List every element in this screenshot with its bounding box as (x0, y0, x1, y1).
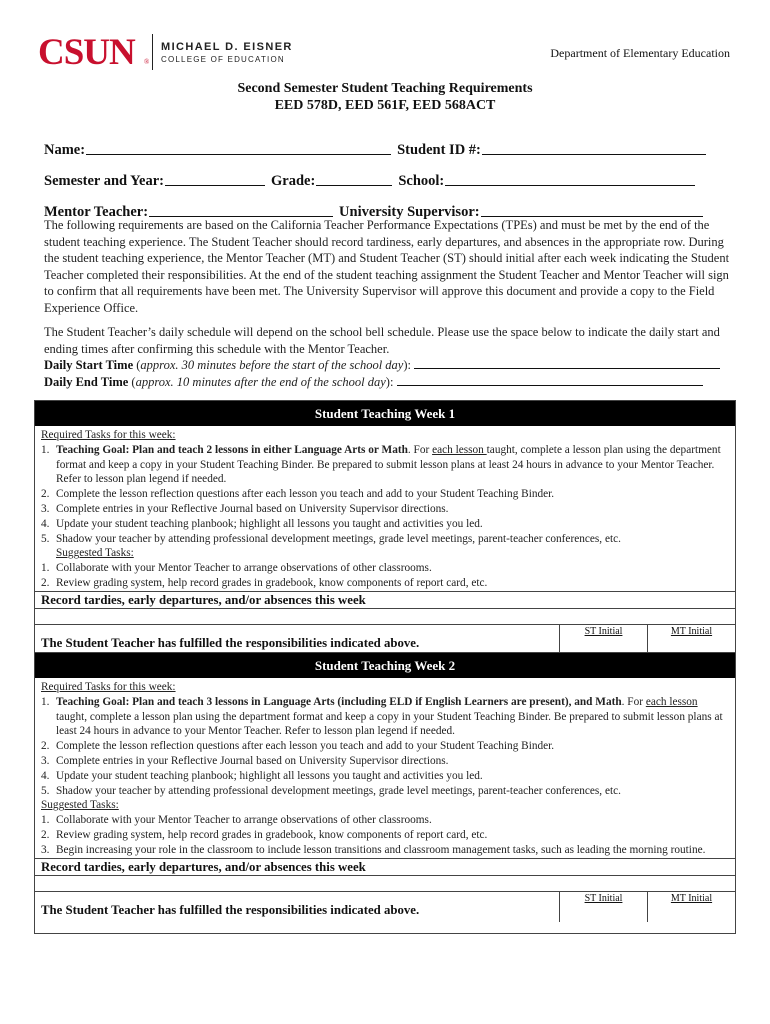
list-item: 5. Shadow your teacher by attending professional development meetings, grade level meetings, parent-teacher conferences, etc. (41, 784, 621, 797)
fulfilled-statement: The Student Teacher has fulfilled the responsibilities indicated above. (41, 902, 420, 917)
registered-mark-icon: ® (144, 58, 150, 66)
week-2-tasks (35, 678, 735, 858)
week-1-title: Student Teaching Week 1 (35, 401, 735, 426)
daily-start-label: Daily Start Time (44, 358, 134, 373)
course-codes: EED 578D, EED 561F, EED 568ACT (274, 98, 496, 113)
grade-field[interactable] (316, 185, 392, 186)
document-title: Second Semester Student Teaching Requirements (237, 81, 533, 96)
mt-initial-field[interactable]: MT Initial (647, 625, 735, 655)
daily-end-note: approx. 10 minutes after the end of the school day (135, 374, 386, 389)
list-item: 2. Review grading system, help record grades in gradebook, know components of report card, etc. (41, 576, 488, 589)
required-tasks-heading: Required Tasks for this week: (41, 681, 176, 693)
week-1-section (34, 400, 736, 654)
mt-initial-field[interactable]: MT Initial (647, 892, 735, 922)
fulfilled-row (35, 891, 735, 922)
goal-connector: . For (407, 443, 433, 456)
daily-end-field[interactable] (397, 375, 703, 386)
department-name: Department of Elementary Education (550, 46, 730, 60)
college-name-line1: MICHAEL D. EISNER (161, 41, 293, 53)
week-2-section (34, 652, 736, 934)
list-item: 1. Teaching Goal: Plan and teach 3 lessons in Language Arts (including ELD if English Learners are present), and Math. For each lesson taught, complete a lesson plan using the department format and keep a copy in your Student Teaching Binder. Be prepared to submit lesson plans at least 24 hours in advance to your Mentor Teacher. Refer to lesson plan legend if needed. (41, 695, 723, 738)
list-item: 2. Review grading system, help record grades in gradebook, know components of report card, etc. (41, 828, 488, 841)
semester-year-label: Semester and Year: (44, 173, 165, 189)
list-item: 5. Shadow your teacher by attending professional development meetings, grade level meetings, parent-teacher conferences, etc. (41, 532, 621, 545)
student-info-fields (44, 128, 734, 221)
list-item: 3. Complete entries in your Reflective Journal based on University Supervisor directions. (41, 754, 449, 767)
school-field[interactable] (445, 185, 695, 186)
required-tasks-heading: Required Tasks for this week: (41, 429, 176, 441)
goal-underlined: each lesson (645, 695, 698, 708)
student-id-label: Student ID #: (397, 142, 481, 158)
list-item: 3. Complete entries in your Reflective Journal based on University Supervisor directions. (41, 502, 449, 515)
list-item: 4. Update your student teaching planbook; highlight all lessons you taught and activities you led. (41, 517, 483, 530)
intro-paragraph: The following requirements are based on the California Teacher Performance Expectations (TPEs) and must be met by the end of the student teaching experience. The Student Teacher should record tardiness, early departures, and absences in the appropriate row. During the student teaching experience, the Mentor Teacher (MT) and Student Teacher (ST) should initial after each week indicating the Student Teacher completed their responsibilities. At the end of the student teaching assignment the Student Teacher and Mentor Teacher will sign to confirm that all requirements have been met. The University Supervisor will approve this document and provide a copy to the Field Experience Office. (44, 218, 730, 315)
record-absences-field[interactable] (35, 608, 735, 624)
mentor-teacher-label: Mentor Teacher: (44, 204, 149, 220)
week-2-title: Student Teaching Week 2 (35, 653, 735, 678)
suggested-tasks-heading: Suggested Tasks: (56, 547, 134, 560)
week-1-tasks (35, 426, 735, 591)
page-header (38, 32, 730, 74)
list-item: 1. Collaborate with your Mentor Teacher to arrange observations of other classrooms. (41, 562, 432, 575)
student-id-field[interactable] (482, 154, 706, 155)
daily-start-note: approx. 30 minutes before the start of the school day (140, 358, 404, 373)
college-name-line2: COLLEGE OF EDUCATION (161, 55, 285, 64)
csun-logo: CSUN (38, 32, 135, 73)
record-absences-label: Record tardies, early departures, and/or absences this week (35, 591, 735, 608)
list-item: 1. Teaching Goal: Plan and teach 2 lessons in either Language Arts or Math. For each lesson taught, complete a lesson plan using the department format and keep a copy in your Student Teaching Binder. Be prepared to submit lesson plans at least 24 hours in advance to your Mentor Teacher. Refer to lesson plan legend if needed. (41, 443, 721, 486)
goal-detail: taught, complete a lesson plan using the department format and keep a copy in your Student Teaching Binder. Be prepared to submit lesson plans at least 24 hours in advance to your Mentor Teacher. Refer to lesson plan legend if needed. (56, 443, 721, 486)
goal-underlined: each lesson (432, 443, 487, 456)
list-item: 3. Begin increasing your role in the classroom to include lesson transitions and classroom management tasks, such as leading the morning routine. (41, 843, 706, 856)
record-absences-field[interactable] (35, 875, 735, 891)
fulfilled-row (35, 624, 735, 655)
list-item: 2. Complete the lesson reflection questions after each lesson you teach and add to your Student Teaching Binder. (41, 740, 555, 753)
schedule-paragraph: The Student Teacher’s daily schedule will depend on the school bell schedule. Please use the space below to indicate the daily start and ending times after confirming this schedule with the Mentor Teacher. Daily Start Time (approx. 30 minutes before the start of the school day): Daily End Time (approx. 10 minutes after the end of the school day): (44, 325, 720, 389)
university-supervisor-label: University Supervisor: (339, 204, 480, 220)
grade-label: Grade: (271, 173, 316, 189)
fulfilled-statement: The Student Teacher has fulfilled the responsibilities indicated above. (41, 635, 420, 650)
list-item: 1. Collaborate with your Mentor Teacher to arrange observations of other classrooms. (41, 814, 432, 827)
semester-year-field[interactable] (165, 185, 265, 186)
st-initial-field[interactable]: ST Initial (559, 625, 647, 655)
teaching-goal: Teaching Goal: Plan and teach 3 lessons in Language Arts (including ELD if English Learners are present), and Math (56, 695, 622, 708)
daily-end-label: Daily End Time (44, 374, 129, 389)
list-item: 2. Complete the lesson reflection questions after each lesson you teach and add to your Student Teaching Binder. (41, 488, 555, 501)
logo-divider (152, 34, 153, 70)
goal-connector: . For (621, 695, 646, 708)
daily-start-field[interactable] (414, 358, 720, 369)
record-absences-label: Record tardies, early departures, and/or absences this week (35, 858, 735, 875)
st-initial-field[interactable]: ST Initial (559, 892, 647, 922)
school-label: School: (398, 173, 445, 189)
suggested-tasks-heading: Suggested Tasks: (41, 799, 119, 812)
list-item: 4. Update your student teaching planbook; highlight all lessons you taught and activities you led. (41, 769, 483, 782)
goal-detail: taught, complete a lesson plan using the department format and keep a copy in your Student Teaching Binder. Be prepared to submit lesson plans at least 24 hours in advance to your Mentor Teacher. Refer to lesson plan legend if needed. (56, 710, 723, 738)
teaching-goal: Teaching Goal: Plan and teach 2 lessons in either Language Arts or Math (56, 443, 408, 456)
name-label: Name: (44, 142, 86, 158)
name-field[interactable] (86, 154, 391, 155)
schedule-text: The Student Teacher’s daily schedule will depend on the school bell schedule. Please use the space below to indicate the daily start and ending times after confirming this schedule with the Mentor Teacher. (44, 325, 720, 356)
